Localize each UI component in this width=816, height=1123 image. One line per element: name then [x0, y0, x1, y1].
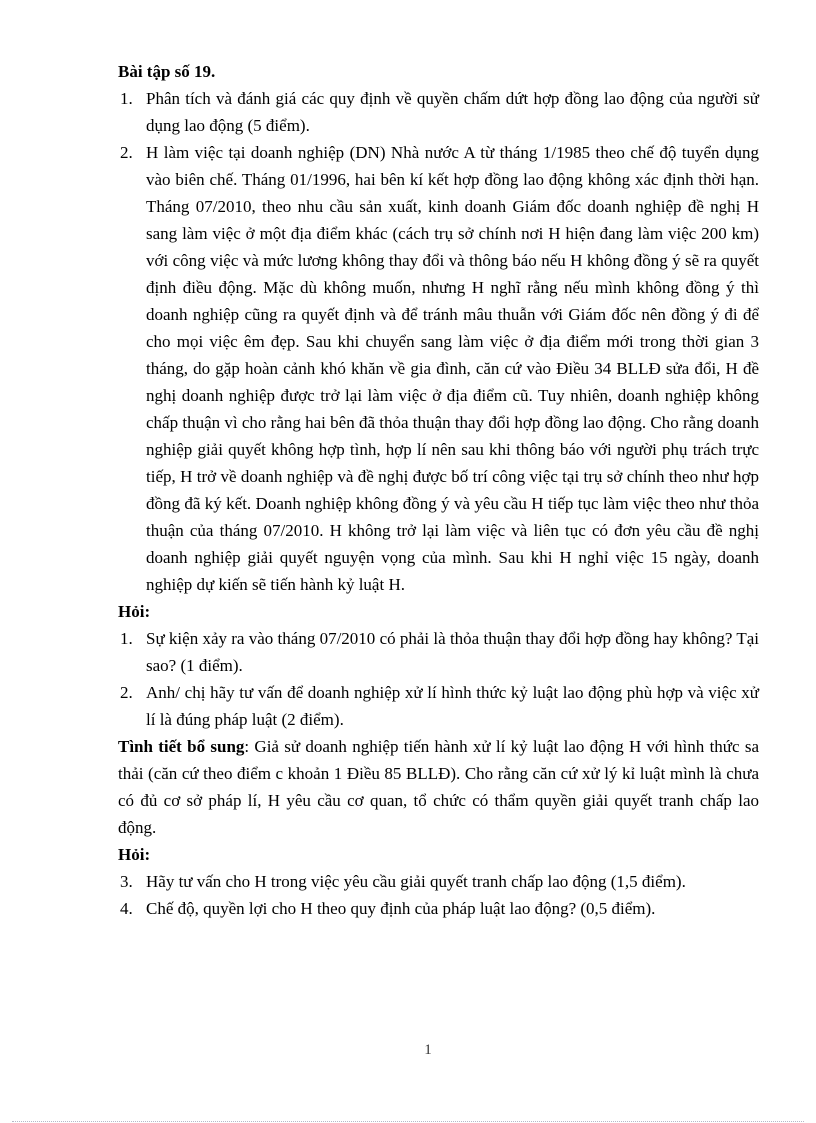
list-item-number: 1. [120, 629, 133, 648]
document-body [118, 58, 759, 922]
list-item [118, 85, 759, 139]
page-number: 1 [424, 1042, 432, 1058]
document-title: Bài tập số 19. [118, 62, 216, 81]
list-item-number: 2. [120, 683, 133, 702]
list-item [118, 679, 759, 733]
list-item [118, 868, 759, 895]
supplement-label: Tình tiết bổ sung [118, 737, 245, 756]
list-item [118, 895, 759, 922]
section-heading-hoi-1: Hỏi: [118, 602, 151, 621]
list-item-text: Phân tích và đánh giá các quy định về quyền chấm dứt hợp đồng lao động của người sử dụng lao động (5 điểm). [146, 89, 759, 135]
supplement-text: : Giả sử doanh nghiệp tiến hành xử lí kỷ luật lao động H với hình thức sa thải (căn cứ theo điểm c khoản 1 Điều 85 BLLĐ). Cho rằng căn cứ xử lý kỉ luật mình là chưa có đủ cơ sở pháp lí, H yêu cầu cơ quan, tổ chức có thẩm quyền giải quyết tranh chấp lao động. [118, 737, 759, 837]
question-list-2 [118, 868, 759, 922]
section-heading-hoi-2: Hỏi: [118, 845, 151, 864]
list-item-text: Anh/ chị hãy tư vấn để doanh nghiệp xử lí hình thức kỷ luật lao động phù hợp và việc xử lí là đúng pháp luật (2 điểm). [146, 683, 759, 729]
list-item [118, 139, 759, 598]
list-item-text: Chế độ, quyền lợi cho H theo quy định của pháp luật lao động? (0,5 điểm). [146, 899, 656, 918]
list-item-text: Sự kiện xảy ra vào tháng 07/2010 có phải là thỏa thuận thay đổi hợp đồng hay không? Tại sao? (1 điểm). [146, 629, 759, 675]
list-item [118, 625, 759, 679]
list-item-number: 4. [120, 899, 133, 918]
page-bottom-edge [12, 1121, 804, 1122]
list-item-number: 2. [120, 143, 133, 162]
question-list-1 [118, 625, 759, 733]
supplement-paragraph [118, 733, 759, 841]
list-item-text: H làm việc tại doanh nghiệp (DN) Nhà nước A từ tháng 1/1985 theo chế độ tuyển dụng vào biên chế. Tháng 01/1996, hai bên kí kết hợp đồng lao động không xác định thời hạn. Tháng 07/2010, theo nhu cầu sản xuất, kinh doanh Giám đốc doanh nghiệp đề nghị H sang làm việc ở một địa điểm khác (cách trụ sở chính nơi H hiện đang làm việc 200 km) với công việc và mức lương không thay đổi và thông báo nếu H không đồng ý sẽ ra quyết định điều động. Mặc dù không muốn, nhưng H nghĩ rằng nếu mình không đồng ý thì doanh nghiệp cũng ra quyết định và để tránh mâu thuẫn với Giám đốc nên đồng ý đi để cho mọi việc êm đẹp. Sau khi chuyển sang làm việc ở địa điểm mới trong thời gian 3 tháng, do gặp hoàn cảnh khó khăn về gia đình, căn cứ vào Điều 34 BLLĐ sửa đổi, H đề nghị doanh nghiệp được trở lại làm việc ở địa điểm cũ. Tuy nhiên, doanh nghiệp không chấp thuận vì cho rằng hai bên đã thỏa thuận thay đổi hợp đồng lao động. Cho rằng doanh nghiệp giải quyết không hợp tình, hợp lí nên sau khi thông báo với người phụ trách trực tiếp, H trở về doanh nghiệp và đề nghị được bố trí công việc tại trụ sở chính theo như hợp đồng đã ký kết. Doanh nghiệp không đồng ý và yêu cầu H tiếp tục làm việc theo như thỏa thuận của tháng 07/2010. H không trở lại làm việc và liên tục có đơn yêu cầu đề nghị doanh nghiệp giải quyết nguyện vọng của mình. Sau khi H nghỉ việc 15 ngày, doanh nghiệp dự kiến sẽ tiến hành kỷ luật H. [146, 143, 759, 594]
list-item-number: 1. [120, 89, 133, 108]
page-footer [118, 1040, 738, 1060]
main-question-list [118, 85, 759, 598]
list-item-number: 3. [120, 872, 133, 891]
list-item-text: Hãy tư vấn cho H trong việc yêu cầu giải quyết tranh chấp lao động (1,5 điểm). [146, 872, 686, 891]
